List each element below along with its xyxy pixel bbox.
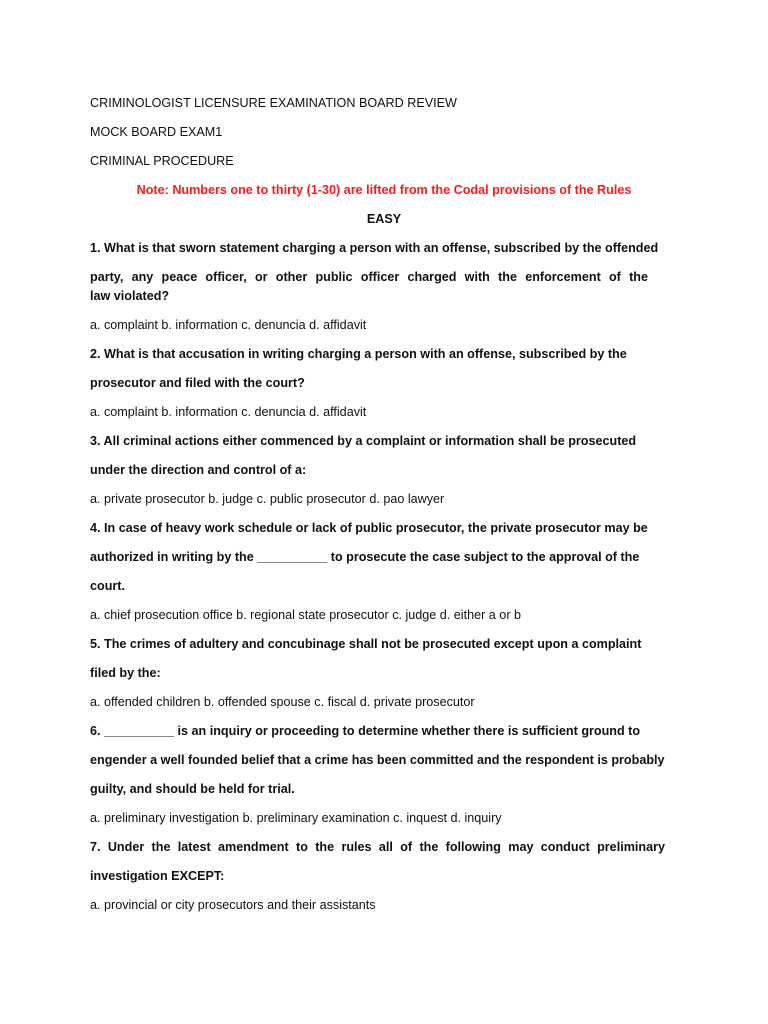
- question-4-line-1: 4. In case of heavy work schedule or lack of public prosecutor, the private prosecutor may be: [90, 521, 648, 535]
- section-heading: EASY: [366, 212, 402, 226]
- question-6-line-1: 6. __________ is an inquiry or proceeding to determine whether there is sufficient ground to: [90, 724, 641, 738]
- exam-subtitle: MOCK BOARD EXAM1: [90, 125, 223, 139]
- question-1-line-2: party, any peace officer, or other public officer charged with the enforcement of the: [90, 270, 648, 284]
- subject-title: CRIMINAL PROCEDURE: [90, 154, 234, 168]
- exam-title: CRIMINOLOGIST LICENSURE EXAMINATION BOARD REVIEW: [90, 96, 457, 110]
- question-4-choices: a. chief prosecution office b. regional state prosecutor c. judge d. either a or b: [90, 608, 522, 622]
- question-1-choices: a. complaint b. information c. denuncia d. affidavit: [90, 318, 367, 332]
- question-5-line-2: filed by the:: [90, 666, 161, 680]
- question-6-choices: a. preliminary investigation b. preliminary examination c. inquest d. inquiry: [90, 811, 502, 825]
- question-1-line-3: law violated?: [90, 289, 170, 303]
- question-3-choices: a. private prosecutor b. judge c. public prosecutor d. pao lawyer: [90, 492, 445, 506]
- question-2-line-2: prosecutor and filed with the court?: [90, 376, 305, 390]
- question-5-choices: a. offended children b. offended spouse c. fiscal d. private prosecutor: [90, 695, 475, 709]
- note-text: Note: Numbers one to thirty (1-30) are lifted from the Codal provisions of the Rules: [136, 183, 632, 197]
- question-5-line-1: 5. The crimes of adultery and concubinage shall not be prosecuted except upon a complaint: [90, 637, 642, 651]
- question-3-line-1: 3. All criminal actions either commenced by a complaint or information shall be prosecuted: [90, 434, 637, 448]
- question-6-line-2: engender a well founded belief that a crime has been committed and the respondent is probably: [90, 753, 665, 767]
- question-2-line-1: 2. What is that accusation in writing charging a person with an offense, subscribed by the: [90, 347, 627, 361]
- question-4-line-3: court.: [90, 579, 125, 593]
- question-7-line-1: 7. Under the latest amendment to the rules all of the following may conduct preliminary: [90, 840, 665, 854]
- question-6-line-3: guilty, and should be held for trial.: [90, 782, 295, 796]
- question-2-choices: a. complaint b. information c. denuncia d. affidavit: [90, 405, 367, 419]
- question-7-choice-a: a. provincial or city prosecutors and their assistants: [90, 898, 376, 912]
- question-7-line-2: investigation EXCEPT:: [90, 869, 225, 883]
- question-4-line-2: authorized in writing by the __________ to prosecute the case subject to the approval of the: [90, 550, 640, 564]
- question-1-line-1: 1. What is that sworn statement charging a person with an offense, subscribed by the offended: [90, 241, 659, 255]
- question-3-line-2: under the direction and control of a:: [90, 463, 307, 477]
